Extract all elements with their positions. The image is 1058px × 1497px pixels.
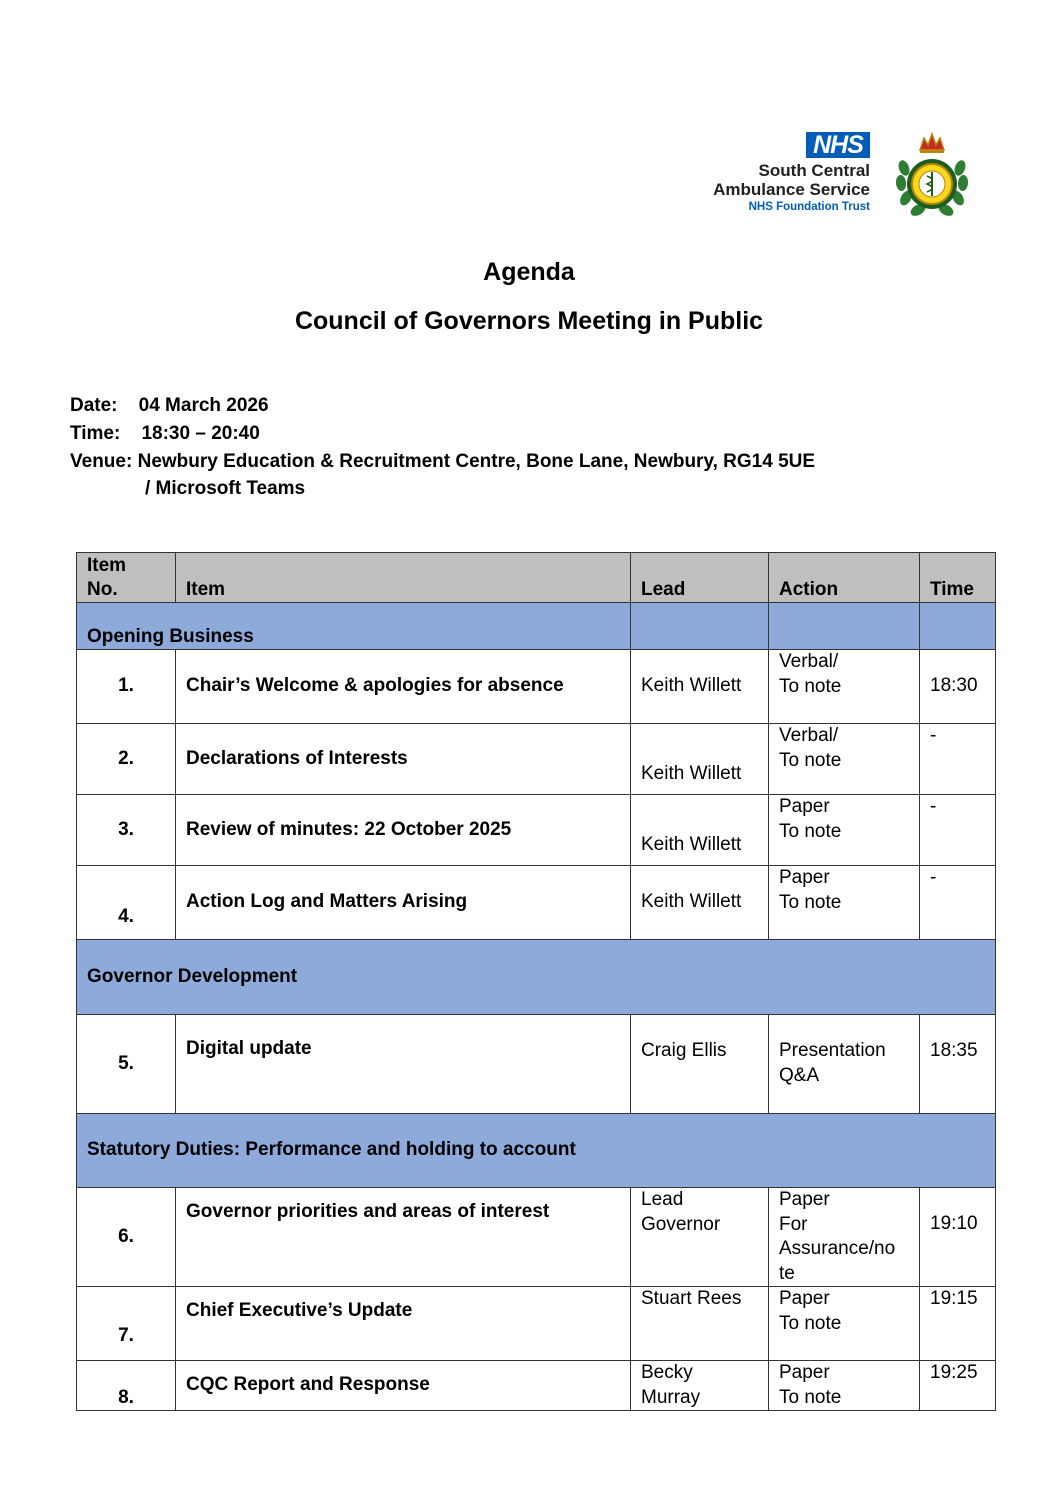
meeting-venue (70, 451, 815, 473)
date-label: Date: (70, 395, 118, 416)
item-number: 3. (77, 795, 176, 866)
item-action (769, 724, 920, 795)
page-title: Agenda (483, 258, 575, 286)
item-number: 8. (77, 1361, 176, 1411)
item-time: - (920, 724, 996, 795)
section-row (77, 940, 996, 1015)
page-subtitle: Council of Governors Meeting in Public (294, 307, 764, 335)
action-line: Verbal/ (779, 725, 839, 746)
table-row (77, 1361, 996, 1411)
item-lead: Craig Ellis (631, 1015, 769, 1114)
table-row (77, 866, 996, 940)
section-cell (769, 603, 920, 650)
action-line: Q&A (779, 1064, 820, 1086)
item-lead (631, 1188, 769, 1287)
section-title: Statutory Duties: Performance and holding to account (77, 1114, 996, 1188)
lead-line: Lead (641, 1189, 684, 1210)
item-title: Declarations of Interests (176, 724, 631, 795)
lead-line: Murray (641, 1386, 701, 1408)
item-title: Chair’s Welcome & apologies for absence (176, 650, 631, 724)
item-time: 19:25 (920, 1361, 996, 1411)
venue-value: Newbury Education & Recruitment Centre, Bone Lane, Newbury, RG14 5UE (137, 451, 816, 472)
section-title: Opening Business (77, 603, 631, 650)
item-time: - (920, 866, 996, 940)
venue-line2: / Microsoft Teams (145, 478, 306, 499)
item-number: 7. (77, 1287, 176, 1361)
header-item-no (77, 553, 176, 603)
item-time: 19:10 (920, 1188, 996, 1287)
table-row (77, 650, 996, 724)
action-line: To note (779, 675, 842, 697)
item-number: 6. (77, 1188, 176, 1287)
item-action (769, 650, 920, 724)
trust-logo (700, 128, 970, 223)
action-line: To note (779, 749, 842, 771)
header-action: Action (769, 553, 920, 603)
item-title: Review of minutes: 22 October 2025 (176, 795, 631, 866)
action-line: Paper (779, 1288, 830, 1309)
item-action (769, 795, 920, 866)
item-time: 19:15 (920, 1287, 996, 1361)
table-row (77, 1188, 996, 1287)
venue-label: Venue: (70, 451, 133, 472)
action-line: Verbal/ (779, 651, 839, 672)
header-item-no-line1: Item (87, 555, 127, 576)
nhs-logo: NHS (806, 132, 870, 158)
action-line: To note (779, 1386, 842, 1408)
action-line: Presentation (779, 1040, 886, 1061)
item-lead: Keith Willett (631, 795, 769, 866)
lead-line: Becky (641, 1362, 693, 1383)
item-action (769, 1015, 920, 1114)
table-header-row (77, 553, 996, 603)
item-action (769, 1361, 920, 1411)
item-number: 5. (77, 1015, 176, 1114)
section-row (77, 603, 996, 650)
item-title: Chief Executive’s Update (176, 1287, 631, 1361)
action-line: Paper (779, 796, 830, 817)
item-time: 18:30 (920, 650, 996, 724)
table-row (77, 1287, 996, 1361)
action-line: To note (779, 1312, 842, 1334)
section-title: Governor Development (77, 940, 996, 1015)
action-line: Assurance/no (779, 1238, 896, 1259)
action-line: For (779, 1213, 808, 1235)
item-action (769, 1188, 920, 1287)
item-number: 4. (77, 866, 176, 940)
action-line: Paper (779, 1362, 830, 1383)
header-item: Item (176, 553, 631, 603)
item-lead: Keith Willett (631, 650, 769, 724)
item-title: Governor priorities and areas of interest (176, 1188, 631, 1287)
action-line: Paper (779, 1189, 830, 1210)
table-row (77, 724, 996, 795)
item-title: Digital update (176, 1015, 631, 1114)
org-name-line2: Ambulance Service (713, 180, 870, 199)
item-title: CQC Report and Response (176, 1361, 631, 1411)
header-item-no-line2: No. (87, 579, 118, 600)
item-lead (631, 1361, 769, 1411)
agenda-table (76, 552, 996, 1411)
date-value: 04 March 2026 (138, 395, 269, 416)
crest-icon (894, 128, 970, 220)
section-row (77, 1114, 996, 1188)
section-cell (631, 603, 769, 650)
action-line: To note (779, 891, 842, 913)
action-line: To note (779, 820, 842, 842)
action-line: te (779, 1262, 795, 1284)
lead-line: Governor (641, 1213, 721, 1235)
org-name-line3: NHS Foundation Trust (748, 201, 870, 213)
table-row (77, 795, 996, 866)
item-lead: Stuart Rees (631, 1287, 769, 1361)
header-time: Time (920, 553, 996, 603)
action-line: Paper (779, 867, 830, 888)
meeting-date (70, 395, 269, 417)
item-time: - (920, 795, 996, 866)
table-row (77, 1015, 996, 1114)
item-title: Action Log and Matters Arising (176, 866, 631, 940)
item-time: 18:35 (920, 1015, 996, 1114)
time-label: Time: (70, 423, 121, 444)
item-action (769, 866, 920, 940)
header-lead: Lead (631, 553, 769, 603)
item-action (769, 1287, 920, 1361)
meeting-time (70, 423, 260, 445)
item-lead: Keith Willett (631, 866, 769, 940)
item-number: 1. (77, 650, 176, 724)
item-number: 2. (77, 724, 176, 795)
org-name-line1: South Central (758, 161, 870, 180)
section-cell (920, 603, 996, 650)
time-value: 18:30 – 20:40 (141, 423, 260, 444)
item-lead: Keith Willett (631, 724, 769, 795)
